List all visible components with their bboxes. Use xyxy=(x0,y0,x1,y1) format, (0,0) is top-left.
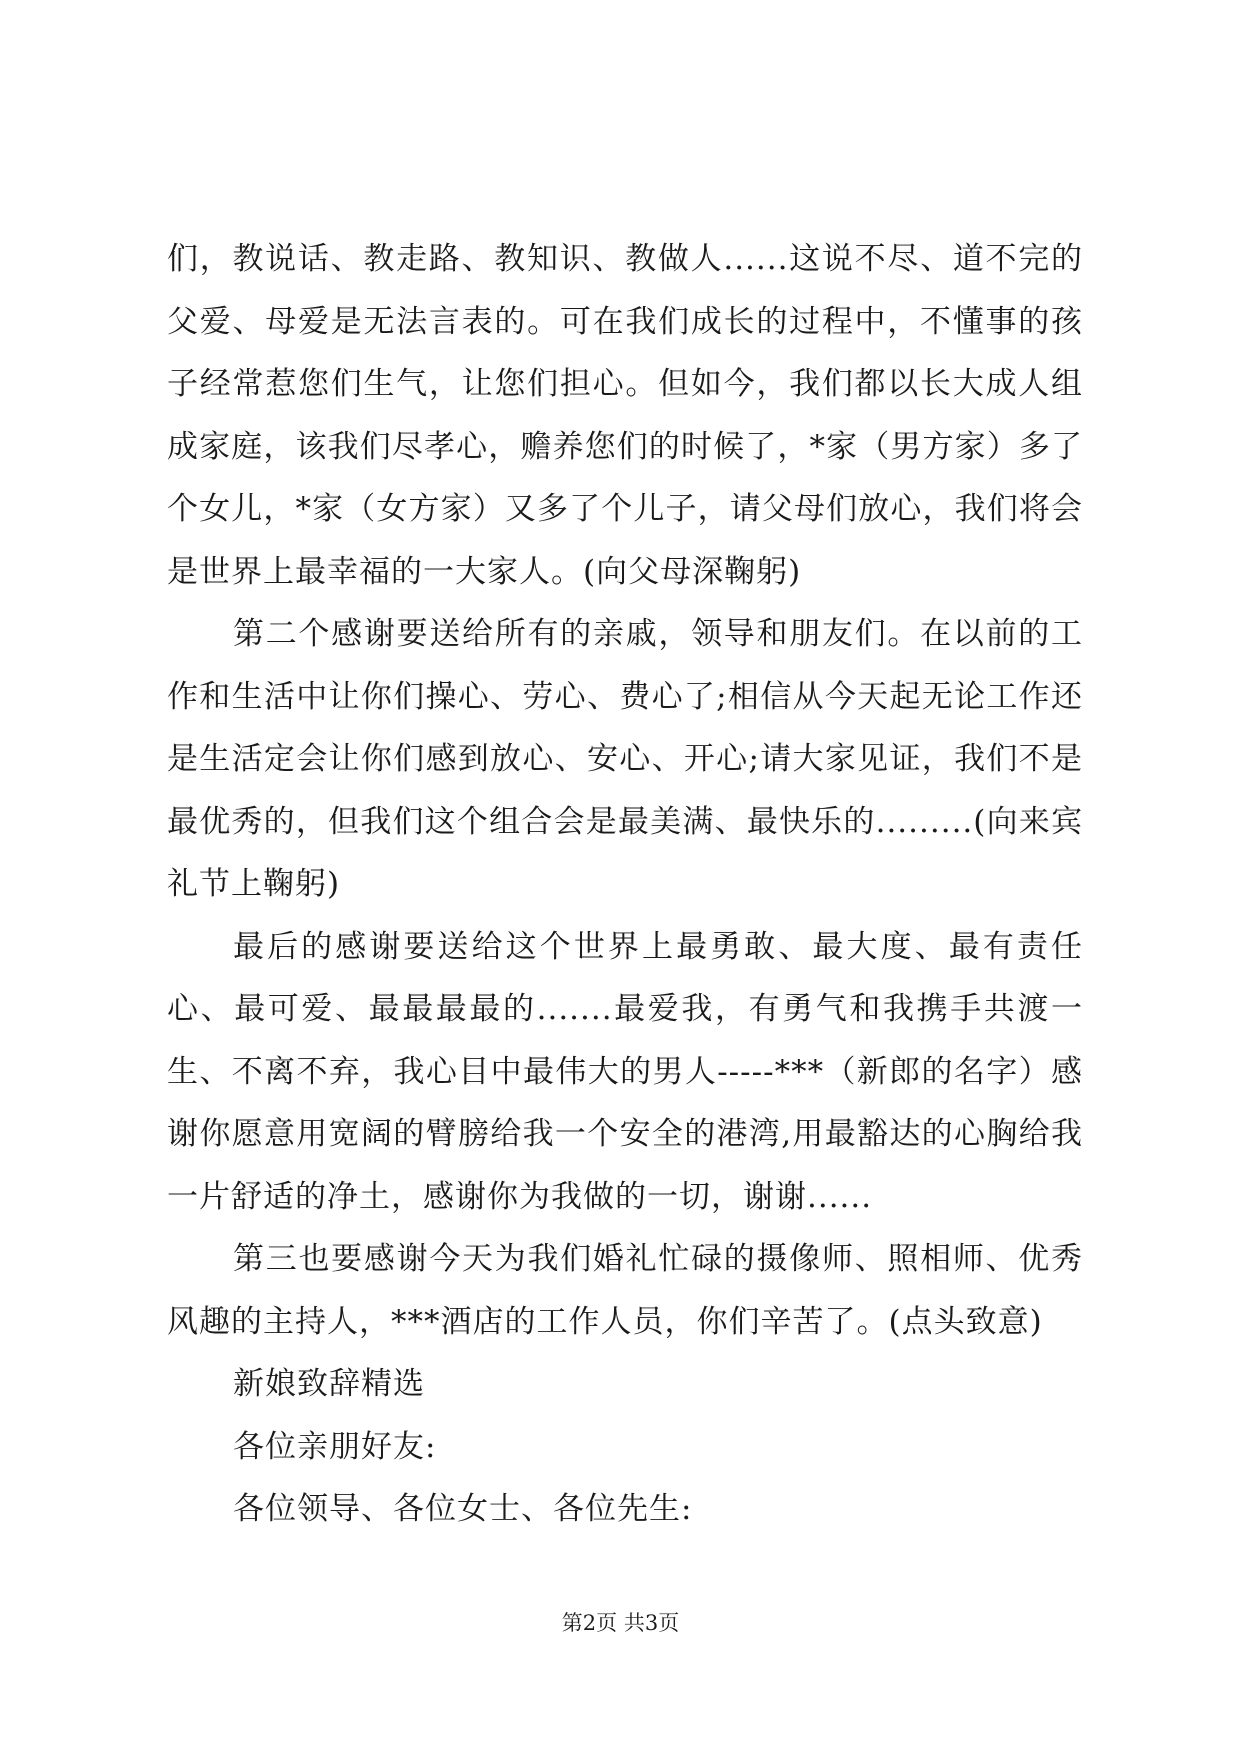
salutation-friends: 各位亲朋好友: xyxy=(233,1428,437,1465)
salutation-guests: 各位领导、各位女士、各位先生: xyxy=(233,1491,693,1527)
section-heading: 新娘致辞精选 xyxy=(233,1366,425,1402)
paragraph-staff-thanks: 第三也要感谢今天为我们婚礼忙碌的摄像师、照相师、优秀风趣的主持人，***酒店的工作人员，你们辛苦了。(点头致意) xyxy=(167,1241,1083,1340)
document-body xyxy=(167,228,1083,1541)
paragraph-groom-thanks: 最后的感谢要送给这个世界上最勇敢、最大度、最有责任心、最可爱、最最最最的.......最爱我，有勇气和我携手共渡一生、不离不弃，我心目中最伟大的男人-----***（新郎的名字）感谢你愿意用宽阔的臂膀给我一个安全的港湾,用最豁达的心胸给我一片舒适的净土，感谢你为我做的一切，谢谢...... xyxy=(167,928,1083,1215)
paragraph-relatives-thanks: 第二个感谢要送给所有的亲戚，领导和朋友们。在以前的工作和生活中让你们操心、劳心、费心了;相信从今天起无论工作还是生活定会让你们感到放心、安心、开心;请大家见证，我们不是最优秀的，但我们这个组合会是最美满、最快乐的.........(向来宾礼节上鞠躬) xyxy=(167,616,1083,902)
page-number-footer: 第2页 共3页 xyxy=(561,1611,680,1635)
paragraph-parents-thanks: 们，教说话、教走路、教知识、教做人......这说不尽、道不完的父爱、母爱是无法言表的。可在我们成长的过程中，不懂事的孩子经常惹您们生气，让您们担心。但如今，我们都以长大成人组成家庭，该我们尽孝心，赡养您们的时候了，*家（男方家）多了个女儿，*家（女方家）又多了个儿子，请父母们放心，我们将会是世界上最幸福的一大家人。(向父母深鞠躬) xyxy=(167,241,1083,590)
